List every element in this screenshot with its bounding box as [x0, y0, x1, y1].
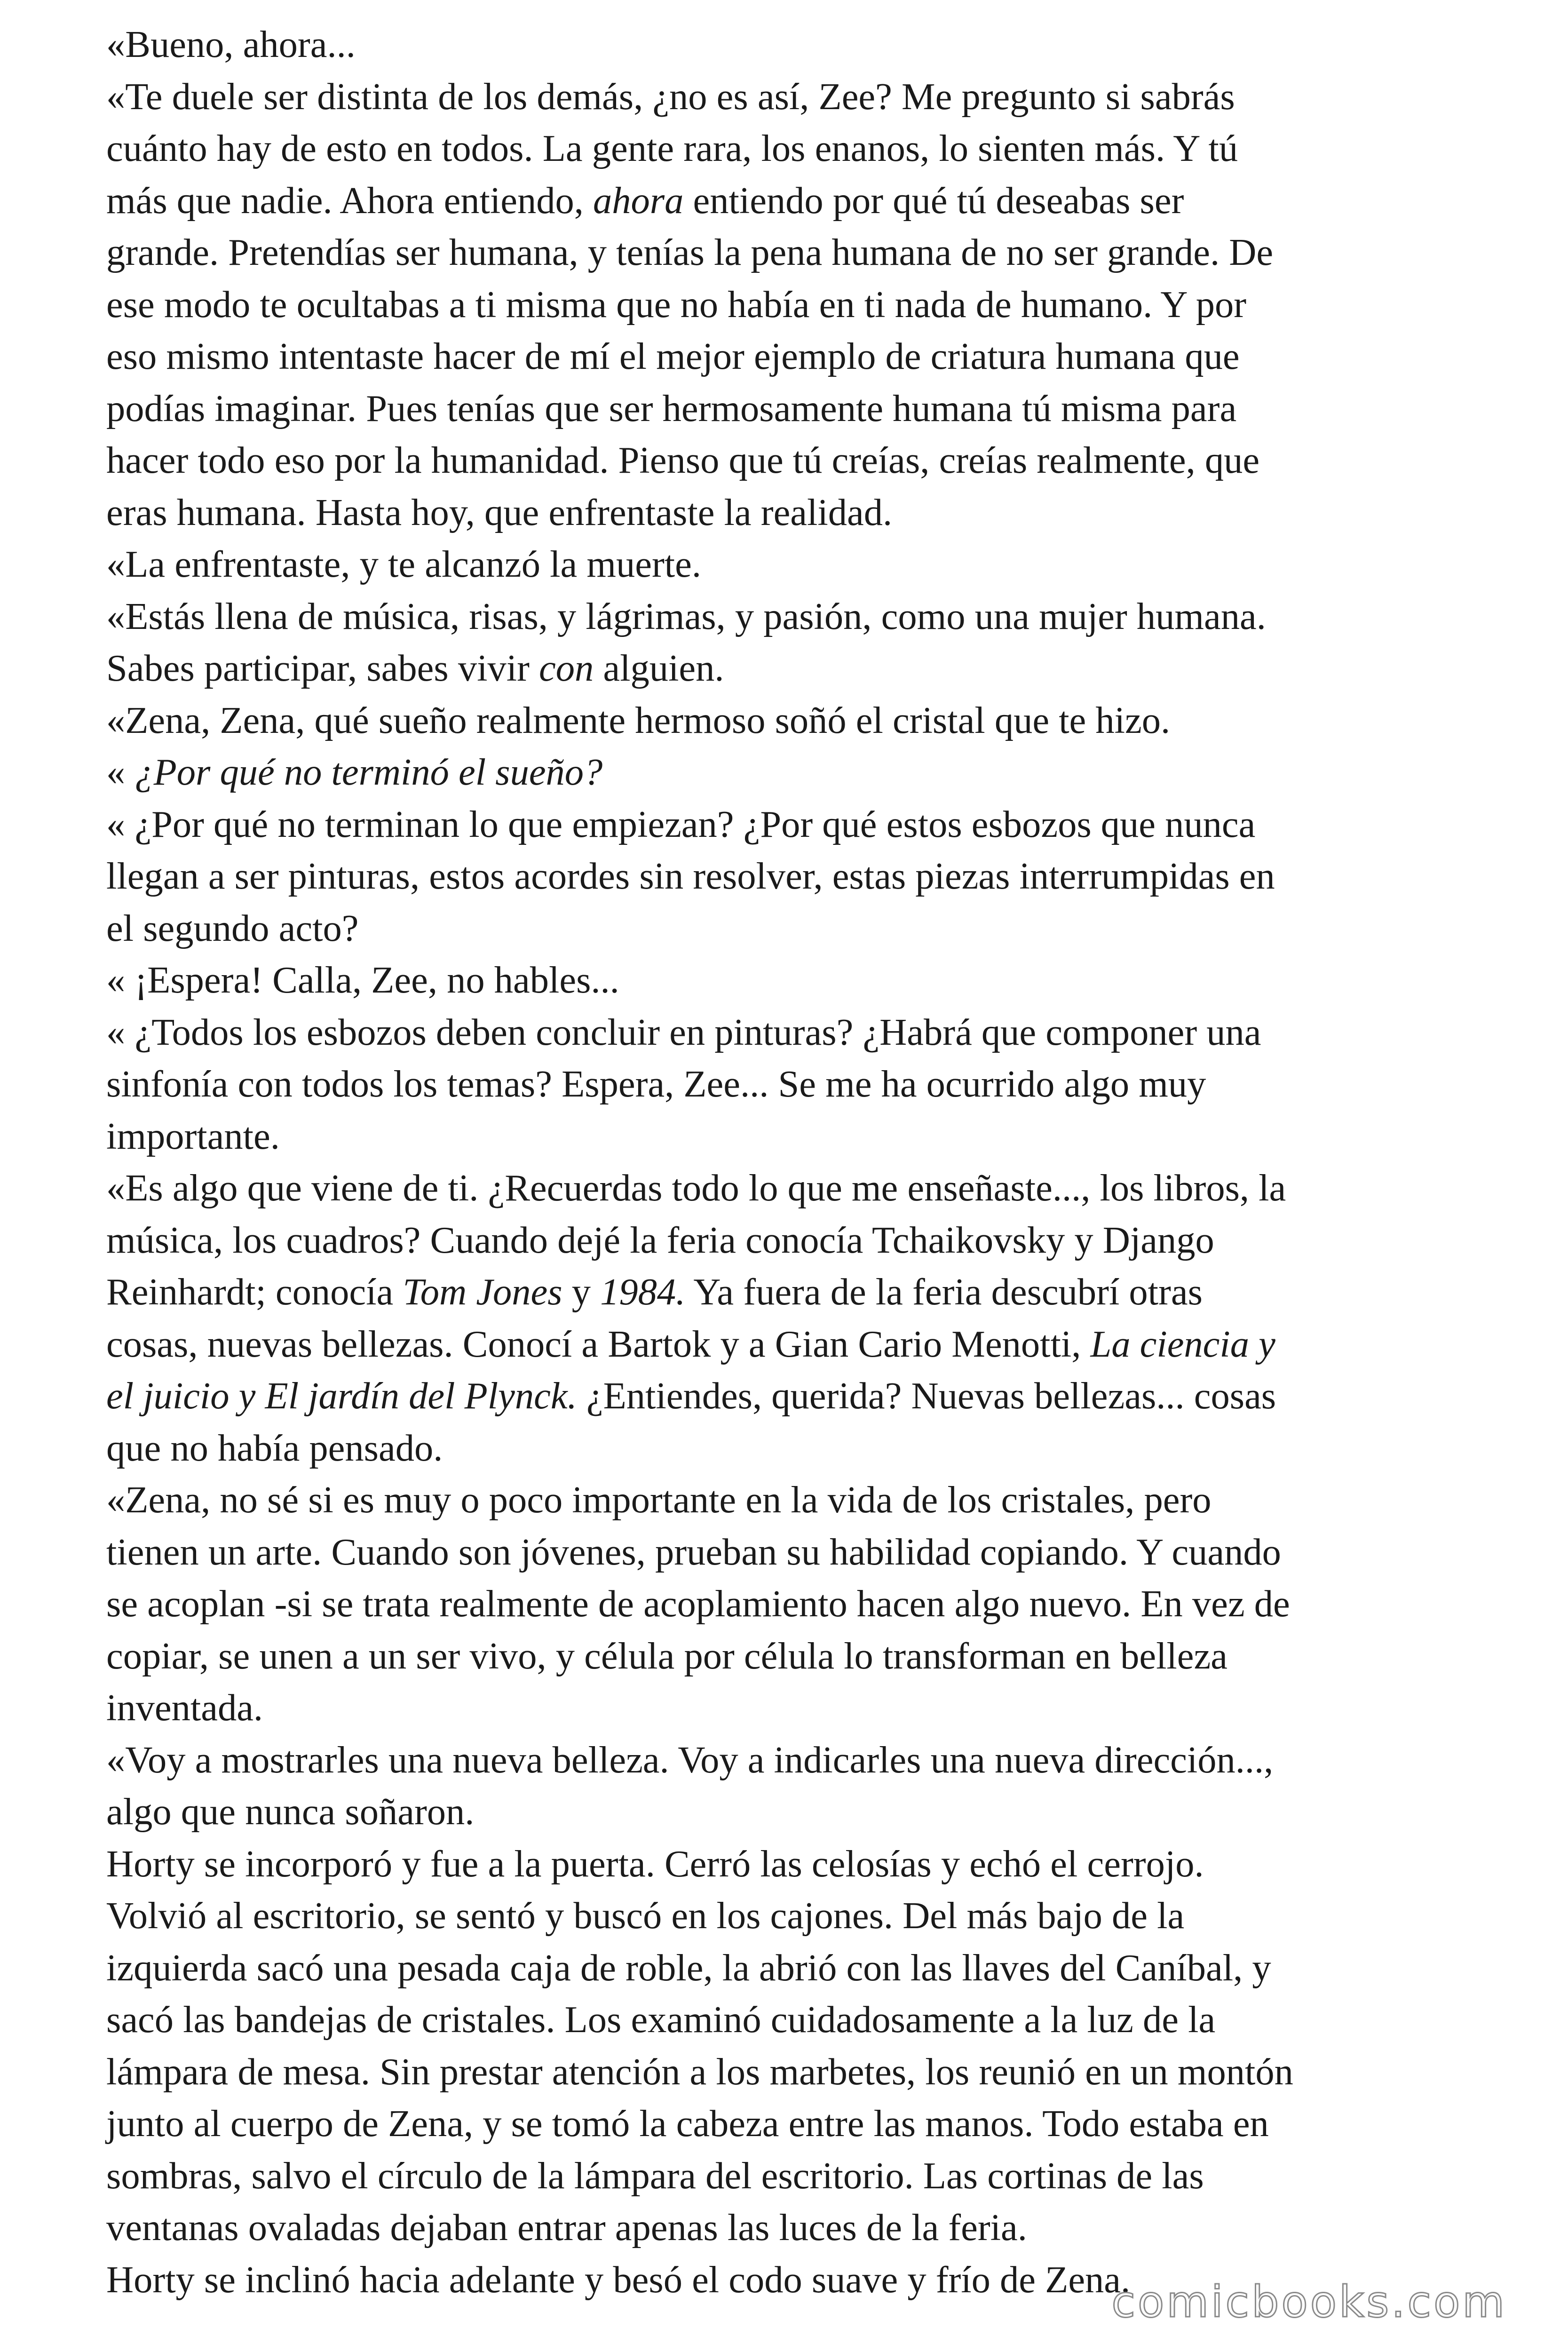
text-run: Reinhardt; conocía — [106, 1271, 403, 1313]
text-line — [106, 2202, 1470, 2254]
text-run: copiar, se unen a un ser vivo, y célula por célula lo transforman en belleza — [106, 1635, 1227, 1677]
text-line — [106, 1578, 1470, 1630]
text-line — [106, 747, 1470, 799]
text-run: «Zena, Zena, qué sueño realmente hermoso soñó el cristal que te hizo. — [106, 699, 1171, 741]
text-line — [106, 1266, 1470, 1319]
text-line — [106, 2150, 1470, 2202]
text-run: « ¿Por qué no terminan lo que empiezan? ¿Por qué estos esbozos que nunca — [106, 803, 1256, 845]
text-run: llegan a ser pinturas, estos acordes sin resolver, estas piezas interrumpidas en — [106, 855, 1275, 897]
text-run: eras humana. Hasta hoy, que enfrentaste la realidad. — [106, 491, 893, 533]
text-run: Horty se inclinó hacia adelante y besó el codo suave y frío de Zena. — [106, 2258, 1131, 2301]
italic-text-run: ¿Por qué no terminó el sueño? — [135, 751, 603, 793]
text-run: eso mismo intentaste hacer de mí el mejor ejemplo de criatura humana que — [106, 335, 1240, 377]
text-run: inventada. — [106, 1687, 263, 1729]
text-run: «Estás llena de música, risas, y lágrimas, y pasión, como una mujer humana. — [106, 595, 1266, 637]
text-run: música, los cuadros? Cuando dejé la feria conocía Tchaikovsky y Django — [106, 1219, 1214, 1261]
italic-text-run: el juicio y El jardín del Plynck. — [106, 1375, 577, 1417]
text-run: «Es algo que viene de ti. ¿Recuerdas todo lo que me enseñaste..., los libros, la — [106, 1167, 1286, 1209]
text-run: ¿Entiendes, querida? Nuevas bellezas... cosas — [577, 1375, 1276, 1417]
text-run: tienen un arte. Cuando son jóvenes, prueban su habilidad copiando. Y cuando — [106, 1531, 1281, 1573]
text-run: « ¡Espera! Calla, Zee, no hables... — [106, 959, 619, 1001]
text-line — [106, 643, 1470, 695]
text-run: Horty se incorporó y fue a la puerta. Cerró las celosías y echó el cerrojo. — [106, 1843, 1204, 1885]
text-run: alguien. — [594, 647, 724, 689]
text-run: que no había pensado. — [106, 1427, 443, 1469]
text-line — [106, 1682, 1470, 1734]
text-run: « ¿Todos los esbozos deben concluir en pinturas? ¿Habrá que componer una — [106, 1011, 1261, 1053]
text-line — [106, 695, 1470, 747]
text-line — [106, 903, 1470, 955]
text-line — [106, 175, 1470, 227]
italic-text-run: con — [539, 647, 594, 689]
text-line — [106, 71, 1470, 123]
text-line — [106, 487, 1470, 539]
text-run: «Bueno, ahora... — [106, 24, 356, 65]
text-run: sacó las bandejas de cristales. Los examinó cuidadosamente a la luz de la — [106, 1999, 1216, 2041]
text-run: más que nadie. Ahora entiendo, — [106, 179, 594, 222]
text-run: «Zena, no sé si es muy o poco importante en la vida de los cristales, pero — [106, 1479, 1212, 1521]
text-line — [106, 2046, 1470, 2098]
italic-text-run: Tom Jones — [403, 1271, 562, 1313]
text-run: hacer todo eso por la humanidad. Pienso que tú creías, creías realmente, que — [106, 439, 1260, 481]
text-line — [106, 1526, 1470, 1579]
text-line — [106, 799, 1470, 851]
text-line — [106, 1319, 1470, 1371]
text-line — [106, 1422, 1470, 1475]
text-run: podías imaginar. Pues tenías que ser hermosamente humana tú misma para — [106, 387, 1237, 429]
text-line — [106, 1162, 1470, 1215]
text-line — [106, 1058, 1470, 1111]
text-run: «Te duele ser distinta de los demás, ¿no es así, Zee? Me pregunto si sabrás — [106, 75, 1235, 118]
italic-text-run: La ciencia y — [1090, 1323, 1275, 1365]
text-line — [106, 19, 1470, 71]
text-run: Sabes participar, sabes vivir — [106, 647, 539, 689]
text-run: cuánto hay de esto en todos. La gente rara, los enanos, lo sienten más. Y tú — [106, 127, 1238, 169]
italic-text-run: 1984. — [600, 1271, 686, 1313]
text-run: cosas, nuevas bellezas. Conocí a Bartok y a Gian Cario Menotti, — [106, 1323, 1091, 1365]
text-run: el segundo acto? — [106, 907, 359, 949]
text-run: ventanas ovaladas dejaban entrar apenas las luces de la feria. — [106, 2207, 1027, 2249]
text-run: entiendo por qué tú deseabas ser — [683, 179, 1184, 222]
text-line — [106, 1007, 1470, 1059]
text-line — [106, 1215, 1470, 1267]
text-run: izquierda sacó una pesada caja de roble, la abrió con las llaves del Caníbal, y — [106, 1947, 1271, 1989]
text-run: «La enfrentaste, y te alcanzó la muerte. — [106, 543, 701, 585]
text-line — [106, 383, 1470, 435]
text-line — [106, 331, 1470, 383]
text-run: y — [562, 1271, 601, 1313]
text-line — [106, 1786, 1470, 1838]
text-run: sinfonía con todos los temas? Espera, Zee... Se me ha ocurrido algo muy — [106, 1063, 1206, 1105]
text-line — [106, 1630, 1470, 1683]
text-line — [106, 1994, 1470, 2046]
text-line — [106, 591, 1470, 643]
text-line — [106, 1890, 1470, 1942]
text-line — [106, 954, 1470, 1007]
italic-text-run: ahora — [593, 179, 684, 222]
text-run: Volvió al escritorio, se sentó y buscó en los cajones. Del más bajo de la — [106, 1895, 1185, 1937]
text-line — [106, 227, 1470, 279]
text-line — [106, 850, 1470, 903]
watermark: comicbooks.com — [1111, 2277, 1507, 2327]
text-run: « — [106, 751, 135, 793]
text-line — [106, 1474, 1470, 1526]
text-run: se acoplan -si se trata realmente de acoplamiento hacen algo nuevo. En vez de — [106, 1583, 1290, 1625]
text-run: junto al cuerpo de Zena, y se tomó la cabeza entre las manos. Todo estaba en — [106, 2103, 1269, 2145]
text-run: algo que nunca soñaron. — [106, 1791, 475, 1833]
text-run: sombras, salvo el círculo de la lámpara del escritorio. Las cortinas de las — [106, 2154, 1204, 2197]
text-run: ese modo te ocultabas a ti misma que no había en ti nada de humano. Y por — [106, 283, 1247, 326]
text-run: lámpara de mesa. Sin prestar atención a los marbetes, los reunió en un montón — [106, 2050, 1293, 2093]
text-run: importante. — [106, 1115, 280, 1157]
text-line — [106, 1111, 1470, 1163]
text-line — [106, 539, 1470, 591]
text-line — [106, 1838, 1470, 1891]
text-run: Ya fuera de la feria descubrí otras — [685, 1271, 1203, 1313]
text-line — [106, 123, 1470, 175]
text-run: «Voy a mostrarles una nueva belleza. Voy a indicarles una nueva dirección..., — [106, 1739, 1274, 1781]
page-text-block — [106, 19, 1470, 2306]
text-line — [106, 1942, 1470, 1994]
text-line — [106, 279, 1470, 331]
text-line — [106, 1370, 1470, 1422]
text-run: grande. Pretendías ser humana, y tenías la pena humana de no ser grande. De — [106, 231, 1274, 273]
text-line — [106, 435, 1470, 487]
text-line — [106, 1734, 1470, 1787]
text-line — [106, 2098, 1470, 2150]
